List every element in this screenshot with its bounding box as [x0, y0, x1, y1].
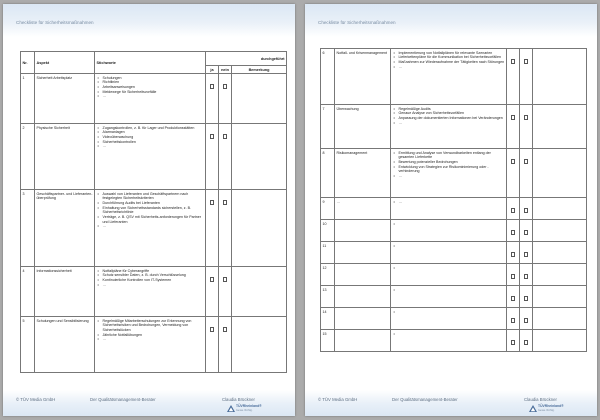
aspect-cell: [335, 308, 391, 330]
checklist-table-continued: [320, 48, 587, 352]
keyword-item: • Genaue Analyse von Sicherheitsvorfällen: [393, 111, 505, 116]
keyword-item: • …: [393, 174, 505, 179]
row-number-text: 13: [322, 287, 327, 292]
checkbox-ja[interactable]: [511, 274, 516, 279]
aspect-cell: [335, 220, 391, 242]
checkbox-nein[interactable]: [223, 200, 228, 205]
checkbox-nein[interactable]: [524, 318, 529, 323]
checkbox-cell-nein: [520, 308, 533, 330]
remark-cell[interactable]: [232, 190, 287, 267]
aspect-cell: [35, 267, 95, 317]
keyword-item: • Regelmäßige Audits: [393, 107, 505, 112]
keywords-cell: [95, 124, 206, 190]
keyword-item: • Lieferkettenpläne für die Kommunikation bei Sicherheitsvorfällen: [393, 55, 505, 60]
checkbox-ja[interactable]: [511, 340, 516, 345]
row-number-text: 7: [322, 106, 325, 111]
checkbox-cell-ja: [507, 242, 520, 264]
keyword-item: • Kontinuierliche Kontrollen von IT-Systemen: [97, 278, 204, 283]
keyword-list: [97, 192, 204, 229]
checkbox-cell-nein: [219, 190, 232, 267]
aspect-cell: [335, 330, 391, 352]
logo-tagline: Genau. Richtig.: [236, 408, 253, 412]
keyword-item: • Implementierung von Notfallplänen für relevante Szenarien: [393, 51, 505, 56]
page-footer: [305, 390, 597, 416]
keywords-cell: [391, 242, 507, 264]
checkbox-ja[interactable]: [511, 208, 516, 213]
checkbox-ja[interactable]: [511, 115, 516, 120]
keywords-cell: [391, 149, 507, 198]
checkbox-ja[interactable]: [511, 159, 516, 164]
keyword-item: • Richtlinien: [97, 80, 204, 85]
row-number-text: 10: [322, 221, 327, 226]
keywords-cell: [95, 267, 206, 317]
col-header-nein: nein: [219, 66, 232, 74]
checkbox-nein[interactable]: [524, 230, 529, 235]
keyword-item: • Anpassung der dokumentierten Informationen bei Veränderungen: [393, 116, 505, 121]
table-row: [321, 49, 587, 105]
keyword-list: [97, 76, 204, 99]
aspect-cell: [35, 317, 95, 373]
row-number: [321, 198, 335, 220]
col-header-nr: Nr.: [21, 52, 35, 74]
checkbox-cell-ja: [206, 267, 219, 317]
keyword-item: • Auswahl von Lieferanten und Geschäftspartnern nach festgelegten Sicherheitskriterien: [97, 192, 204, 201]
checkbox-cell-ja: [507, 286, 520, 308]
table-row: [21, 74, 287, 124]
table-row: [21, 190, 287, 267]
checkbox-cell-ja: [507, 49, 520, 105]
keywords-cell: [391, 105, 507, 149]
table-row: [321, 220, 587, 242]
keyword-item: • Durchführung Audits bei Lieferanten: [97, 201, 204, 206]
keyword-item: • Alarmanlagen: [97, 130, 204, 135]
row-number: [21, 317, 35, 373]
table-row: [321, 242, 587, 264]
checkbox-nein[interactable]: [524, 208, 529, 213]
keywords-cell: [391, 264, 507, 286]
keywords-cell: [391, 286, 507, 308]
keyword-item: • …: [97, 283, 204, 288]
keywords-cell: [391, 308, 507, 330]
remark-cell[interactable]: [232, 74, 287, 124]
checkbox-cell-ja: [206, 317, 219, 373]
checkbox-ja[interactable]: [210, 84, 215, 89]
checkbox-cell-ja: [507, 198, 520, 220]
table-row: [321, 308, 587, 330]
keyword-item: • Bewertung potenzieller Bedrohungen: [393, 160, 505, 165]
checkbox-cell-ja: [507, 149, 520, 198]
aspect-text: Sicherheit Arbeitsplatz: [36, 75, 73, 80]
aspect-cell: [335, 198, 391, 220]
keyword-item: • Einhaltung von Sicherheitsstandards sicherstellen, z. B. Sicherheitsrichtlinie: [97, 206, 204, 215]
footer-product: Der Qualitätsmanagement-Berater: [90, 397, 156, 402]
remark-cell[interactable]: [533, 198, 587, 220]
remark-cell[interactable]: [533, 308, 587, 330]
checkbox-ja[interactable]: [511, 318, 516, 323]
col-header-ja: ja: [206, 66, 219, 74]
row-number: [21, 74, 35, 124]
checkbox-ja[interactable]: [210, 327, 215, 332]
col-header-durchgefuehrt: durchgeführt: [206, 52, 287, 66]
keyword-item: • Jährliche Notfallübungen: [97, 333, 204, 338]
row-number-text: 14: [322, 309, 327, 314]
checkbox-cell-ja: [507, 330, 520, 352]
keyword-item: • …: [97, 144, 204, 149]
aspect-text: Überwachung: [336, 106, 359, 111]
logo-name: TÜVRheinland®: [236, 404, 262, 408]
table-row: [321, 149, 587, 198]
aspect-cell: [35, 74, 95, 124]
keyword-item: • …: [393, 121, 505, 126]
keyword-item: • Sicherheitskontrollen: [97, 140, 204, 145]
triangle-logo-icon: [529, 405, 537, 412]
keywords-cell: [391, 198, 507, 220]
row-number: [321, 149, 335, 198]
remark-cell[interactable]: [533, 242, 587, 264]
row-number: [321, 242, 335, 264]
keyword-list: [393, 107, 505, 126]
keyword-item: • Zugangskontrollen, z. B. für Lager und Produktionsstätten: [97, 126, 204, 131]
aspect-cell: [35, 124, 95, 190]
checkbox-cell-nein: [520, 149, 533, 198]
row-number-text: 11: [322, 243, 327, 248]
keywords-cell: [391, 330, 507, 352]
row-number-text: 8: [322, 150, 325, 155]
checkbox-nein[interactable]: [524, 296, 529, 301]
footer-company: © TÜV Media GmbH: [16, 397, 56, 402]
remark-cell[interactable]: [232, 124, 287, 190]
row-number: [321, 220, 335, 242]
keyword-list: [97, 319, 204, 342]
keyword-item: • …: [393, 200, 505, 205]
keyword-item: • …: [393, 65, 505, 70]
keyword-item: • Arbeitsanweisungen: [97, 85, 204, 90]
aspect-text: Notfall- und Krisenmanagement: [336, 50, 388, 55]
checkbox-cell-ja: [507, 220, 520, 242]
aspect-text: Informationssicherheit: [36, 268, 72, 273]
keywords-cell: [95, 190, 206, 267]
page-header: [3, 4, 295, 37]
checkbox-nein[interactable]: [524, 252, 529, 257]
checkbox-nein[interactable]: [524, 340, 529, 345]
checkbox-ja[interactable]: [210, 134, 215, 139]
keyword-list: [97, 269, 204, 288]
col-header-aspekt: Aspekt: [35, 52, 95, 74]
aspect-cell: [335, 49, 391, 105]
page-footer: [3, 390, 295, 416]
keywords-cell: [391, 49, 507, 105]
header-title: Checkliste für Sicherheitsmaßnahmen: [318, 20, 396, 25]
row-number-text: 12: [322, 265, 327, 270]
checkbox-cell-nein: [219, 317, 232, 373]
aspect-text: Physische Sicherheit: [36, 125, 70, 130]
checkbox-cell-nein: [219, 124, 232, 190]
keyword-item: • Regelmäßige Mitarbeiterschulungen zur Erkennung von Sicherheitsrisiken und Bedrohungen, Vermeidung von Sicherheitslücken: [97, 319, 204, 333]
footer-author: Claudia Brückner: [524, 397, 557, 402]
logo-name: TÜVRheinland®: [538, 404, 564, 408]
col-header-bemerkung: Bemerkung: [232, 66, 287, 74]
keyword-item: • Meldewege für Sicherheitsvorfälle: [97, 90, 204, 95]
row-number-text: 4: [22, 268, 25, 273]
footer-company: © TÜV Media GmbH: [318, 397, 358, 402]
remark-cell[interactable]: [533, 49, 587, 105]
aspect-text: Geschäftspartner- und Lieferanten-überprüfung: [36, 191, 93, 201]
checkbox-nein[interactable]: [223, 327, 228, 332]
keyword-item: • …: [97, 94, 204, 99]
remark-cell[interactable]: [533, 149, 587, 198]
checkbox-ja[interactable]: [511, 252, 516, 257]
checkbox-nein[interactable]: [524, 59, 529, 64]
row-number-text: 2: [22, 125, 25, 130]
aspect-text: Schulungen und Sensibilisierung: [36, 318, 89, 323]
row-number-text: 6: [322, 50, 325, 55]
checkbox-nein[interactable]: [524, 274, 529, 279]
row-number: [321, 49, 335, 105]
checkbox-ja[interactable]: [511, 230, 516, 235]
aspect-cell: [335, 264, 391, 286]
checkbox-nein[interactable]: [223, 84, 228, 89]
keyword-item: • Videoüberwachung: [97, 135, 204, 140]
table-row: [321, 105, 587, 149]
tuev-logo: [529, 404, 579, 414]
row-number-text: 5: [22, 318, 25, 323]
aspect-cell: [335, 149, 391, 198]
checkbox-cell-nein: [520, 242, 533, 264]
row-number-text: 9: [322, 199, 325, 204]
table-row: [21, 124, 287, 190]
table-row: [321, 198, 587, 220]
keyword-item: • Schulungen: [97, 76, 204, 81]
row-number-text: 3: [22, 191, 25, 196]
keywords-cell: [391, 220, 507, 242]
row-number: [321, 308, 335, 330]
checklist-table: [20, 51, 287, 373]
checkbox-nein[interactable]: [524, 115, 529, 120]
row-number: [321, 286, 335, 308]
row-number: [321, 264, 335, 286]
table-row: [321, 330, 587, 352]
keyword-list: [393, 51, 505, 70]
checkbox-ja[interactable]: [210, 200, 215, 205]
keyword-list: [393, 200, 505, 205]
keyword-item: • Entwicklung von Strategien zur Risikominimierung oder -verhinderung: [393, 165, 505, 174]
header-title: Checkliste für Sicherheitsmaßnahmen: [16, 20, 94, 25]
checkbox-cell-ja: [206, 74, 219, 124]
table-row: [21, 317, 287, 373]
checkbox-cell-ja: [507, 105, 520, 149]
table-row: [321, 286, 587, 308]
checkbox-ja[interactable]: [511, 296, 516, 301]
tuev-logo: [227, 404, 277, 414]
document-page-left: [3, 4, 295, 416]
checkbox-cell-nein: [520, 49, 533, 105]
keyword-item: • Ermittlung und Analyse von Verwundbarkeiten entlang der gesamten Lieferkette: [393, 151, 505, 160]
checkbox-cell-nein: [520, 330, 533, 352]
table-row: [321, 264, 587, 286]
table-row: [21, 267, 287, 317]
remark-cell[interactable]: [533, 286, 587, 308]
keyword-item: • …: [97, 337, 204, 342]
footer-product: Der Qualitätsmanagement-Berater: [392, 397, 458, 402]
triangle-logo-icon: [227, 405, 235, 412]
checkbox-cell-nein: [520, 286, 533, 308]
aspect-text: Risikomanagement: [336, 150, 368, 155]
row-number-text: 1: [22, 75, 25, 80]
logo-tagline: Genau. Richtig.: [538, 408, 555, 412]
checkbox-cell-nein: [219, 267, 232, 317]
page-header: [305, 4, 597, 37]
checkbox-cell-nein: [520, 220, 533, 242]
checkbox-nein[interactable]: [223, 277, 228, 282]
checkbox-cell-nein: [219, 74, 232, 124]
row-number-text: 15: [322, 331, 327, 336]
checkbox-nein[interactable]: [223, 134, 228, 139]
aspect-cell: [35, 190, 95, 267]
keywords-cell: [95, 317, 206, 373]
checkbox-ja[interactable]: [511, 59, 516, 64]
remark-cell[interactable]: [533, 220, 587, 242]
checkbox-cell-ja: [507, 264, 520, 286]
keyword-item: • Maßnahmen zur Wiederaufnahme der Tätigkeiten nach Störungen: [393, 60, 505, 65]
row-number: [321, 330, 335, 352]
checkbox-cell-nein: [520, 198, 533, 220]
checkbox-nein[interactable]: [524, 159, 529, 164]
remark-cell[interactable]: [533, 105, 587, 149]
checkbox-cell-ja: [206, 190, 219, 267]
aspect-cell: [335, 242, 391, 264]
col-header-stichworte: Stichworte: [95, 52, 206, 74]
checkbox-cell-nein: [520, 264, 533, 286]
row-number: [21, 190, 35, 267]
footer-author: Claudia Brückner: [222, 397, 255, 402]
keyword-item: • Verträge, z. B. QSV mit Sicherheits-anforderungen für Partner und Lieferanten: [97, 215, 204, 224]
document-page-right: [305, 4, 597, 416]
keyword-list: [393, 151, 505, 179]
keyword-item: • Schutz sensibler Daten, z. B. durch Verschlüsselung: [97, 273, 204, 278]
row-number: [321, 105, 335, 149]
checkbox-cell-nein: [520, 105, 533, 149]
row-number: [21, 124, 35, 190]
aspect-cell: [335, 105, 391, 149]
keyword-item: • …: [97, 224, 204, 229]
keyword-list: [97, 126, 204, 149]
aspect-text: …: [336, 199, 341, 204]
keyword-item: • Notfallpläne für Cyberangriffe: [97, 269, 204, 274]
remark-cell[interactable]: [232, 267, 287, 317]
checkbox-cell-ja: [206, 124, 219, 190]
aspect-cell: [335, 286, 391, 308]
remark-cell[interactable]: [533, 264, 587, 286]
checkbox-cell-ja: [507, 308, 520, 330]
remark-cell[interactable]: [533, 330, 587, 352]
row-number: [21, 267, 35, 317]
checkbox-ja[interactable]: [210, 277, 215, 282]
keywords-cell: [95, 74, 206, 124]
remark-cell[interactable]: [232, 317, 287, 373]
